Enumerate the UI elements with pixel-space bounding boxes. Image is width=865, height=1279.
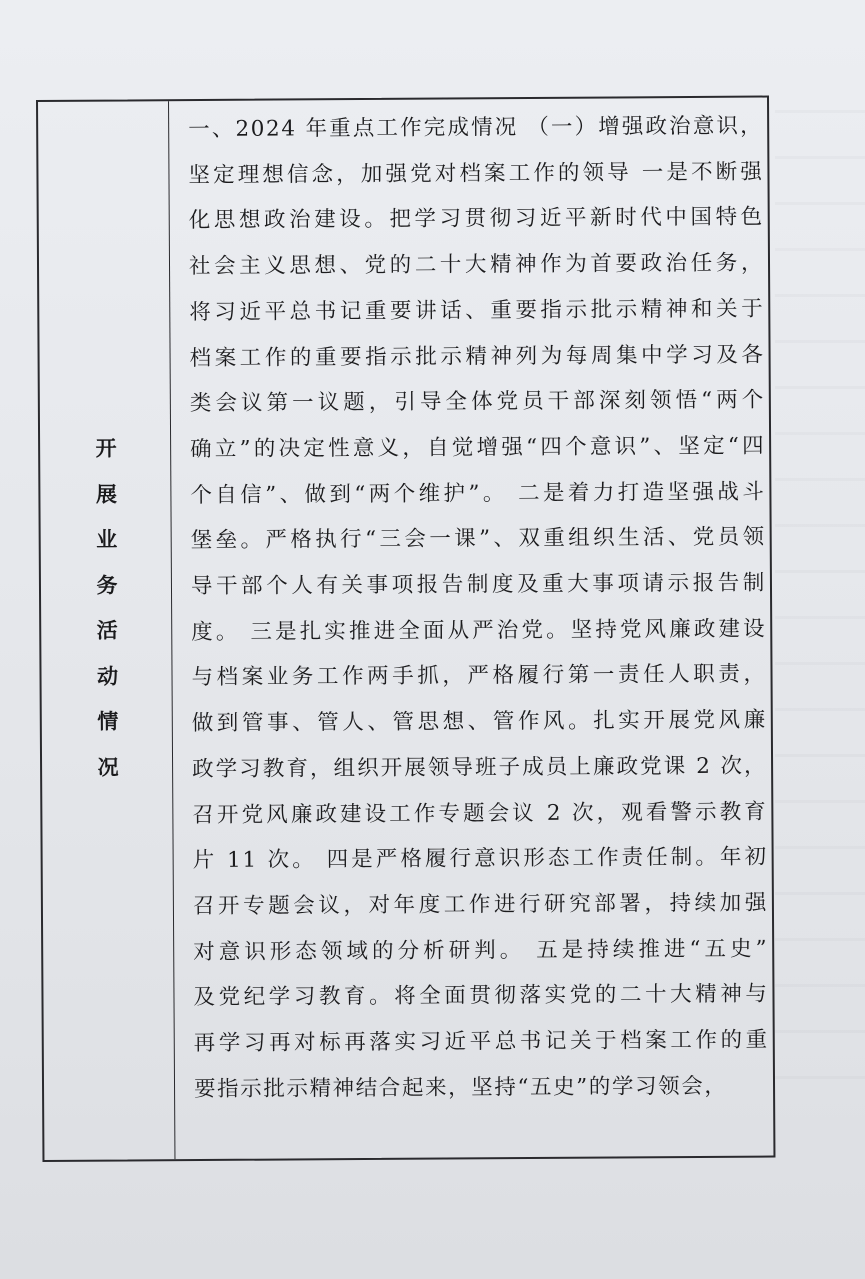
show-through-text: [775, 110, 865, 1110]
content-line: 召开党风廉政建设工作专题会议 2 次，观看警示教育: [192, 799, 768, 828]
content-line: 政学习教育，组织开展领导班子成员上廉政党课 2 次，: [192, 753, 768, 782]
row-label-char: 情: [97, 709, 119, 734]
content-line: 确立”的决定性意义，自觉增强“四个意识”、坚定“四: [190, 433, 766, 462]
row-label-cell: [38, 101, 174, 1160]
content-line: 导干部个人有关事项报告制度及重大事项请示报告制: [190, 570, 767, 600]
content-line: 坚定理想信念，加强党对档案工作的领导 一是不断强: [188, 159, 764, 188]
report-table: [36, 96, 775, 1162]
row-label-char: 开: [95, 436, 117, 461]
row-label-char: 业: [96, 527, 118, 552]
content-line: 类会议第一议题，引导全体党员干部深刻领悟“两个: [189, 387, 765, 417]
content-line: 一、2024 年重点工作完成情况 （一）增强政治意识，: [188, 113, 764, 143]
content-line: 档案工作的重要指示批示精神列为每周集中学习及各: [189, 342, 765, 371]
content-line: 堡垒。严格执行“三会一课”、双重组织生活、党员领: [190, 524, 766, 554]
content-line: 对意识形态领域的分析研判。 五是持续推进“五史”: [193, 936, 769, 965]
row-label-char: 动: [96, 664, 119, 689]
content-line: 做到管事、管人、管思想、管作风。扎实开展党风廉: [191, 707, 767, 737]
content-line: 召开专题会议，对年度工作进行研究部署，持续加强: [192, 890, 768, 920]
content-line: 社会主义思想、党的二十大精神作为首要政治任务，: [188, 250, 765, 280]
row-label-char: 务: [96, 573, 118, 598]
content-line: 个自信”、做到“两个维护”。 二是着力打造坚强战斗: [190, 479, 766, 508]
content-line: 要指示批示精神结合起来，坚持“五史”的学习领会，: [193, 1073, 728, 1102]
content-line: 片 11 次。 四是严格履行意识形态工作责任制。年初: [192, 844, 768, 874]
content-line: 将习近平总书记重要讲话、重要指示批示精神和关于: [189, 296, 765, 325]
row-label-char: 展: [95, 482, 117, 507]
content-line: 化思想政治建设。把学习贯彻习近平新时代中国特色: [188, 204, 764, 234]
content-line: 及党纪学习教育。将全面贯彻落实党的二十大精神与: [193, 981, 769, 1011]
row-label-vertical: [86, 426, 128, 790]
content-line: 再学习再对标再落实习近平总书记关于档案工作的重: [193, 1027, 769, 1057]
content-line: 度。 三是扎实推进全面从严治党。坚持党风廉政建设: [191, 616, 767, 645]
row-label-char: 况: [97, 755, 119, 780]
row-label-char: 活: [96, 618, 118, 643]
content-cell: [188, 104, 769, 1113]
content-line: 与档案业务工作两手抓，严格履行第一责任人职责，: [191, 661, 767, 691]
